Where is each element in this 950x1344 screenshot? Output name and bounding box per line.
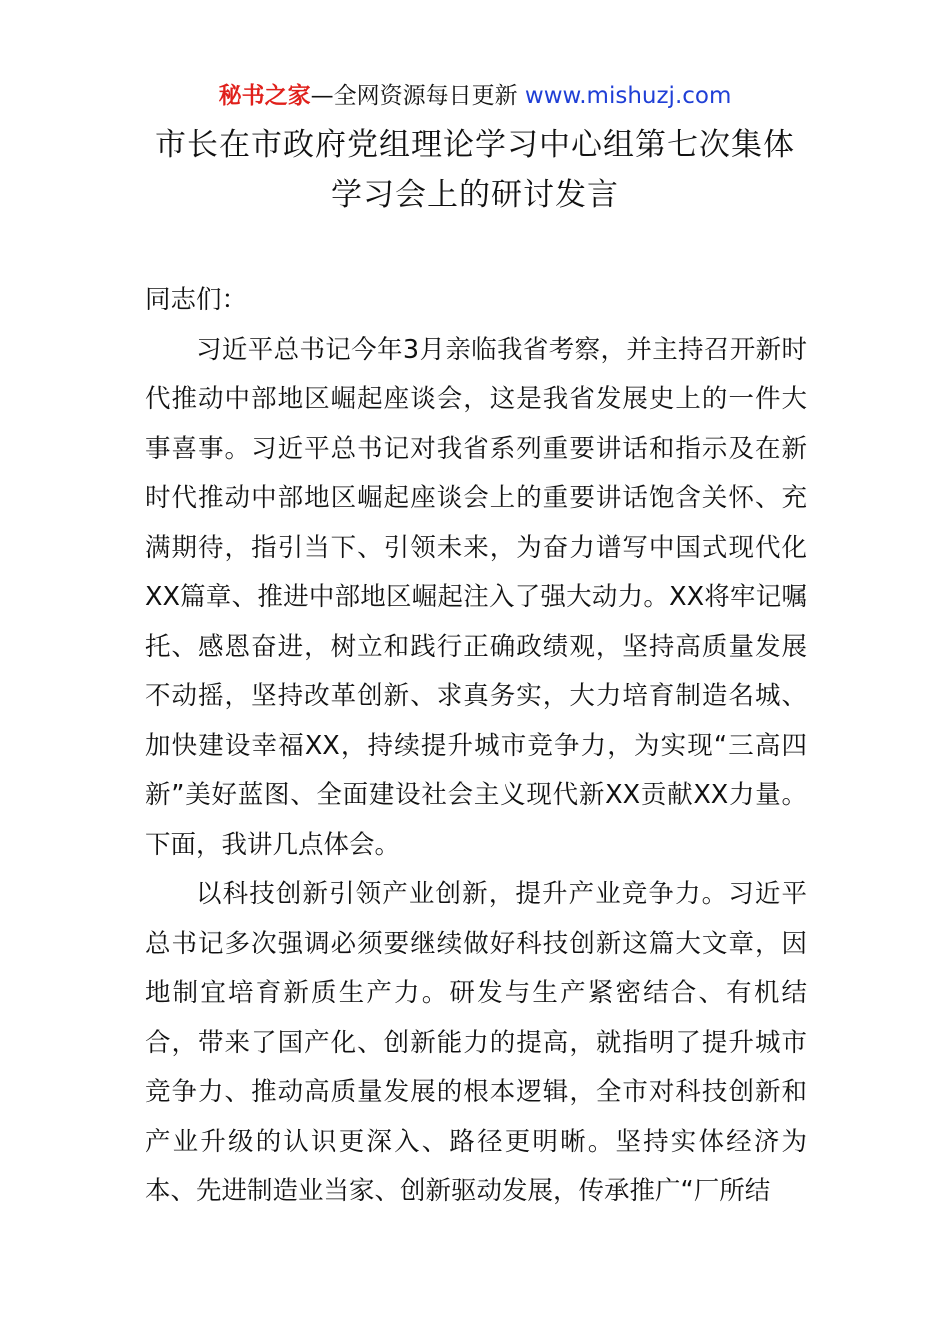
document-title [0, 120, 950, 220]
body-paragraph-1: 习近平总书记今年3月亲临我省考察，并主持召开新时代推动中部地区崛起座谈会，这是我省发展史上的一件大事喜事。习近平总书记对我省系列重要讲话和指示及在新时代推动中部地区崛起座谈会上的重要讲话饱含关怀、充满期待，指引当下、引领未来，为奋力谱写中国式现代化XX篇章、推进中部地区崛起注入了强大动力。XX将牢记嘱托、感恩奋进，树立和践行正确政绩观，坚持高质量发展不动摇，坚持改革创新、求真务实，大力培育制造名城、加快建设幸福XX，持续提升城市竞争力，为实现“三高四新”美好蓝图、全面建设社会主义现代新XX贡献XX力量。下面，我讲几点体会。 [145, 334, 807, 860]
body-paragraph-2: 以科技创新引领产业创新，提升产业竞争力。习近平总书记多次强调必须要继续做好科技创新这篇大文章，因地制宜培育新质生产力。研发与生产紧密结合、有机结合，带来了国产化、创新能力的提高，就指明了提升城市竞争力、推动高质量发展的根本逻辑，全市对科技创新和产业升级的认识更深入、路径更明晰。坚持实体经济为本、先进制造业当家、创新驱动发展，传承推广“厂所结 [145, 879, 807, 1206]
site-header [0, 78, 950, 114]
brand-name: 秘书之家 [218, 83, 311, 109]
title-line-2: 学习会上的研讨发言 [331, 177, 619, 213]
document-body [145, 276, 807, 1217]
title-line-1: 市长在市政府党组理论学习中心组第七次集体 [155, 127, 795, 163]
salutation: 同志们： [145, 285, 248, 315]
site-url[interactable]: www.mishuzj.com [524, 83, 732, 109]
header-tagline: —全网资源每日更新 [310, 83, 525, 109]
